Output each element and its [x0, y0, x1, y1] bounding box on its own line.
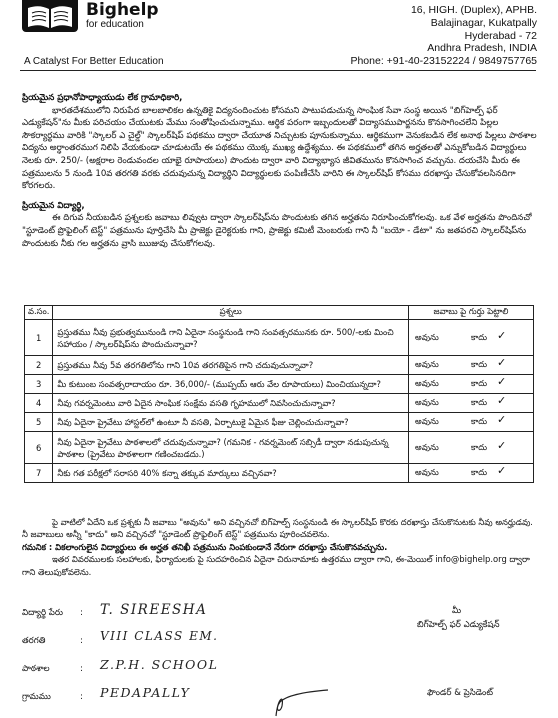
yours-label: మీ	[452, 606, 462, 616]
founder-title: ఫౌండర్ & ప్రెసిడెంట్	[427, 688, 493, 698]
table-row	[25, 356, 534, 375]
answer-yes-option[interactable]: అవును	[415, 359, 439, 369]
answer-cell	[409, 320, 534, 356]
question-number: 2	[25, 356, 53, 375]
note: గమనిక : వికలాంగులైన విద్యార్థులు ఈ అర్హత తనిఖీ పత్రమును నింపకుండానే నేరుగా దరఖాస్తు చేసుకొనవచ్చును.	[22, 541, 388, 552]
col-header-questions: ప్రశ్నలు	[53, 306, 409, 320]
checkmark-icon: ✓	[497, 464, 507, 477]
answer-cell	[409, 413, 534, 432]
col-header-answer: జవాబు పై గుర్తు పెట్టాలి	[409, 306, 534, 320]
org-name: బిగ్‌హెల్ప్ ఫర్ ఎడ్యుకేషన్	[417, 620, 500, 630]
answer-no-option[interactable]: కాదు	[471, 467, 488, 477]
answer-no-option[interactable]: కాదు	[471, 441, 488, 452]
colon: :	[80, 664, 83, 674]
answer-no-option[interactable]: కాదు	[471, 378, 488, 388]
table-row	[25, 375, 534, 394]
eligibility-table	[24, 305, 534, 483]
answer-yes-option[interactable]: అవును	[415, 467, 439, 477]
school-value[interactable]: Z.P.H. SCHOOL	[100, 657, 219, 672]
checkmark-icon: ✓	[497, 413, 507, 426]
closing-text	[22, 516, 538, 578]
intro-paragraph: భారతదేశములోని నిరుపేద బాలబాలికల ఉన్నతికై విద్యనందించుట కోసమని పాటుపడుచున్న సాంఘిక సేవా సంస్థ అయిన "బిగ్‌హెల్ప్ ఫర్ ఎడ్యుకేషన్"ను మీకు పరిచయం చేయుటకు మేము సంతోషించుచున్నాము. ఆర్థిక పరంగా ఇబ్బందులతో విద్యాసముపార్జనను కొనసాగించలేని పిల్లల సౌకర్యార్థము వారికి "స్కాలర్ ఎ చైల్డ్" స్కాలర్‌షిప్ పథకము ద్వారా చేయూత నిచ్చుటకు పూనుకున్నాము. ఆర్థికముగా వెనుకబడిన లేక అనాథ పిల్లలు పాఠశాల విద్యను అర్ధాంతరముగ నిలిపి వేయకుండా చూడుటయే ఈ పథకము యొక్క ముఖ్య ఉద్దేశ్యము. ఈ పథకములో తగిన అర్హతలతో ఎన్నుకోబడిన విద్యార్థులు నెలకు రూ. 250/- (అక్షరాల రెండువందల యాభై రూపాయలు) పొందుట ద్వారా వారి విద్యాభ్యాస జీవితమును కొనసాగించ వచ్చును. దయచేసి మీరు ఈ పత్రములను 5 నుండి 10వ తరగతి వరకు చదువుచున్న విద్యార్థిని విద్యార్థులకు పంపిణీచేసి వారిని ఈ స్కాలర్‌షిప్ కోసము దరఖాస్తు చేసుకోవలసినదిగా కోరగలరు.	[22, 105, 537, 192]
address-line: 16, HIGH. (Duplex), APHB.	[410, 4, 537, 16]
table-row	[25, 464, 534, 483]
instruction-paragraph: ఈ దిగువ నీయబడిన ప్రశ్నలకు జవాబు లివ్వుట ద్వారా స్కాలర్‌షిప్‌ను పొందుటకు తగిన అర్హతను నిరూపించుకోగలవు. ఒక వేళ అర్హతను పొందినచో "స్టూడెంట్ ప్రొఫైలింగ్ టెస్ట్" పత్రమును పూర్తిచేసి మీ ప్రాజెక్టు డైరెక్టరుకు గాని, ప్రాజెక్టు కమిటీ మెంబరుకు గాని నీ "బయో - డేటా" ను జతపరచి స్కాలర్‌షిప్‌ను పొందుటకు నీకు గల అర్హతను వ్రాసి ఋజువు చేసుకోగలవు.	[22, 213, 532, 249]
address-line: Balajinagar, Kukatpally	[430, 16, 537, 29]
colon: :	[80, 608, 83, 618]
class-label: తరగతి	[22, 636, 46, 646]
colon: :	[80, 692, 83, 702]
question-number: 3	[25, 375, 53, 394]
answer-yes-option[interactable]: అవును	[415, 331, 439, 342]
question-number: 5	[25, 413, 53, 432]
answer-cell	[409, 394, 534, 413]
answer-no-option[interactable]: కాదు	[471, 331, 488, 342]
class-value[interactable]: VIII CLASS EM.	[100, 629, 219, 643]
question-number: 1	[25, 320, 53, 356]
question-text: ప్రస్తుతము నీవు ప్రభుత్వమునుండి గాని ఏదైనా సంస్థనుండి గాని సంవత్సరమునకు రూ. 500/-లకు మించి సహాయం / స్కాలర్‌షిప్‌ను పొందుచున్నావా?	[53, 320, 409, 356]
village-value[interactable]: PEDAPALLY	[100, 685, 191, 700]
header-divider	[20, 70, 536, 71]
greeting-student: ప్రియమైన విద్యార్థి,	[22, 200, 85, 211]
answer-no-option[interactable]: కాదు	[471, 416, 488, 426]
answer-yes-option[interactable]: అవును	[415, 441, 439, 452]
question-text: నీవు ఏదైనా ప్రైవేటు పాఠశాలలో చదువుచున్నావా? (గమనిక - గవర్నమెంట్ సబ్సిడీ ద్వారా నడుపుచున్న పాఠశాల (ప్రైవేటు పాఠశాలగా గణించబడదు.)	[53, 432, 409, 464]
question-text: ప్రస్తుతము నీవు 5వ తరగతిలోను గాని 10వ తరగతిపైన గాని చదువుచున్నావా?	[53, 356, 409, 375]
answer-cell	[409, 375, 534, 394]
table-row	[25, 320, 534, 356]
signature-mark	[272, 688, 332, 718]
question-text: మీ కుటుంబ సంవత్సరాదాయం రూ. 36,000/- (ముప్పయ్ ఆరు వేల రూపాయలు) మించియున్నదా?	[53, 375, 409, 394]
question-number: 6	[25, 432, 53, 464]
book-logo-icon	[22, 0, 78, 32]
address-block	[350, 4, 537, 68]
student-name-label: విద్యార్థి పేరు	[22, 608, 63, 618]
checkmark-icon: ✓	[497, 375, 507, 388]
checkmark-icon: ✓	[497, 356, 507, 369]
answer-yes-option[interactable]: అవును	[415, 416, 439, 426]
question-text: నీవు ఏదైనా ప్రైవేటు హాస్టల్‌లో ఉంటూ నీ వసతి, ఏర్పాటుకై ఏమైన ఫీజు చెల్లించుచున్నావా?	[53, 413, 409, 432]
col-header-number: వ.సం.	[25, 306, 53, 320]
question-number: 4	[25, 394, 53, 413]
table-row	[25, 394, 534, 413]
answer-yes-option[interactable]: అవును	[415, 378, 439, 388]
address-line: Hyderabad - 72	[464, 29, 537, 42]
table-row	[25, 432, 534, 464]
address-line: Andhra Pradesh, INDIA	[427, 42, 537, 55]
greeting-headmaster: ప్రియమైన ప్రధానోపాధ్యాయుడు లేక గ్రామాధికారి,	[22, 93, 183, 103]
answer-no-option[interactable]: కాదు	[471, 397, 488, 407]
brand-name: Bighelp	[86, 0, 159, 20]
answer-cell	[409, 464, 534, 483]
village-label: గ్రామము	[22, 692, 51, 702]
table-row	[25, 413, 534, 432]
tagline: A Catalyst For Better Education	[24, 56, 164, 67]
question-text: నీకు గత పరీక్షలో సరాసరి 40% కన్నా తక్కువ మార్కులు వచ్చినవా?	[53, 464, 409, 483]
brand-subtitle: for education	[86, 19, 144, 30]
question-number: 7	[25, 464, 53, 483]
checkmark-icon: ✓	[497, 394, 507, 407]
student-details	[22, 600, 538, 718]
checkmark-icon: ✓	[497, 438, 507, 452]
question-text: నీవు గవర్నమెంటు వారి ఏదైన సాంఘిక సంక్షేమ వసతి గృహములో నివసించుచున్నావా?	[53, 394, 409, 413]
colon: :	[80, 636, 83, 646]
letterhead	[0, 0, 558, 70]
answer-cell	[409, 356, 534, 375]
eligibility-rule: పై వాటిలో ఏదేని ఒక ప్రశ్నకు నీ జవాబు "అవును" అని వచ్చినచో బిగ్‌హెల్ప్ సంస్థనుండి ఈ స్కాలర్‌షిప్ కొరకు దరఖాస్తు చేసుకొనుటకు నీవు అనర్హుడవు. నీ జవాబులు అన్నీ "కాదు" అని వచ్చినచో "స్టూడెంట్ ప్రొఫైలింగ్ టెస్ట్" పత్రమును పూరించవలెను.	[22, 517, 533, 540]
contact-paragraph: ఇతర వివరములకు సలహాలకు, ఫిర్యాదులకు పై సుదహరించిన ఏదైనా చిరునామాకు ఉత్తరము ద్వారా గాని, ఈ-మెయిల్ info@bighelp.org ద్వారా గాని తెలుపుకోవలెను.	[22, 554, 530, 577]
school-label: పాఠశాల	[22, 664, 50, 674]
phone-line: Phone: +91-40-23152224 / 9849757765	[350, 55, 537, 68]
answer-no-option[interactable]: కాదు	[471, 359, 488, 369]
answer-cell	[409, 432, 534, 464]
student-name-value[interactable]: T. SIREESHA	[100, 602, 208, 618]
answer-yes-option[interactable]: అవును	[415, 397, 439, 407]
letter-body	[22, 92, 538, 250]
checkmark-icon: ✓	[497, 328, 507, 342]
